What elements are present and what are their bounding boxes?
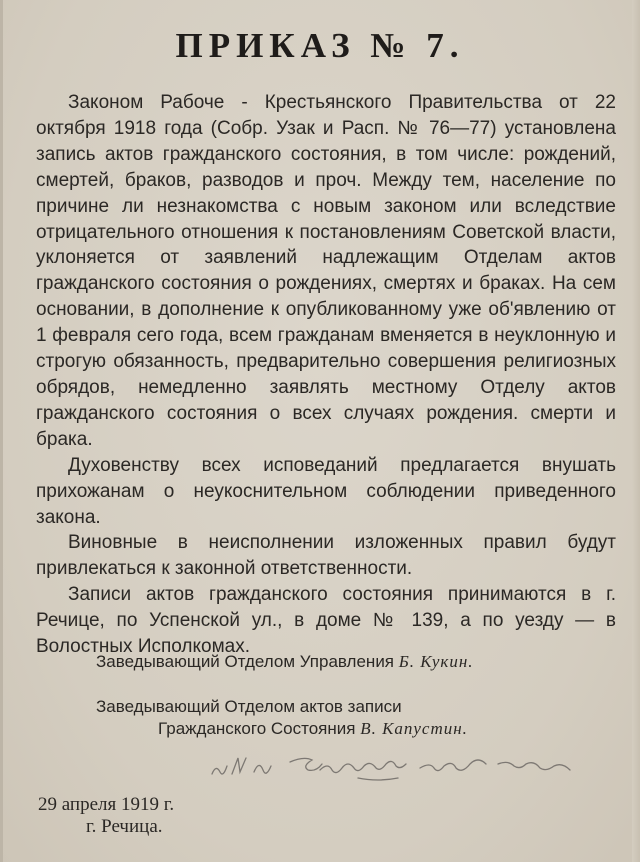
paragraph-1: Законом Рабоче - Крестьянского Правительства от 22 октября 1918 года (Собр. Узак и Расп. № 76—77) установлена запись актов гражданского состояния, в том числе: рождений, смертей, браков, разводов и проч. Между тем, население по причине ли незнакомства с новым законом или вследствие отрицательного отношения к постановлениям Советской власти, уклоняется от заявлений надлежащим Отделам актов гражданского состояния о рождениях, смертях и браках. На сем основании, в дополнение к опубликованному уже об'явлению от 1 февраля сего года, всем гражданам вменяется в неуклонную и строгую обязанность, предварительно совершения религиозных обрядов, немедленно заявлять местному Отделу актов гражданского состояния о всех случаях рождения. смерти и брака.	[36, 92, 616, 450]
signature-1-role: Заведывающий Отделом Управления	[96, 652, 395, 671]
signature-2-name: В. Капустин.	[360, 719, 468, 738]
document-place: г. Речица.	[86, 816, 163, 837]
paragraph-3: Виновные в неисполнении изложенных правил будут привлекаться к законной ответственности.	[36, 532, 616, 580]
signature-2-role-line-2: Гражданского Состояния	[158, 719, 356, 738]
paper-edge-right	[632, 0, 640, 862]
document-body	[36, 90, 616, 660]
document-title: ПРИКАЗ № 7.	[175, 26, 465, 65]
paragraph-2: Духовенству всех исповеданий предлагается внушать прихожанам о неукоснительном соблюдении приведенного закона.	[36, 454, 616, 528]
pencil-scribble-icon	[208, 748, 588, 788]
signature-line-1	[96, 652, 474, 672]
document-date: 29 апреля 1919 г.	[38, 794, 175, 815]
signature-1-name: Б. Кукин.	[398, 652, 474, 671]
paper-edge-left	[0, 0, 3, 862]
signature-line-2	[158, 719, 468, 739]
paragraph-4: Записи актов гражданского состояния принимаются в г. Речице, по Успенской ул., в доме № 139, а по уезду — в Волостных Исполкомах.	[36, 584, 616, 658]
signature-2-role-line-1: Заведывающий Отделом актов записи	[96, 697, 402, 716]
